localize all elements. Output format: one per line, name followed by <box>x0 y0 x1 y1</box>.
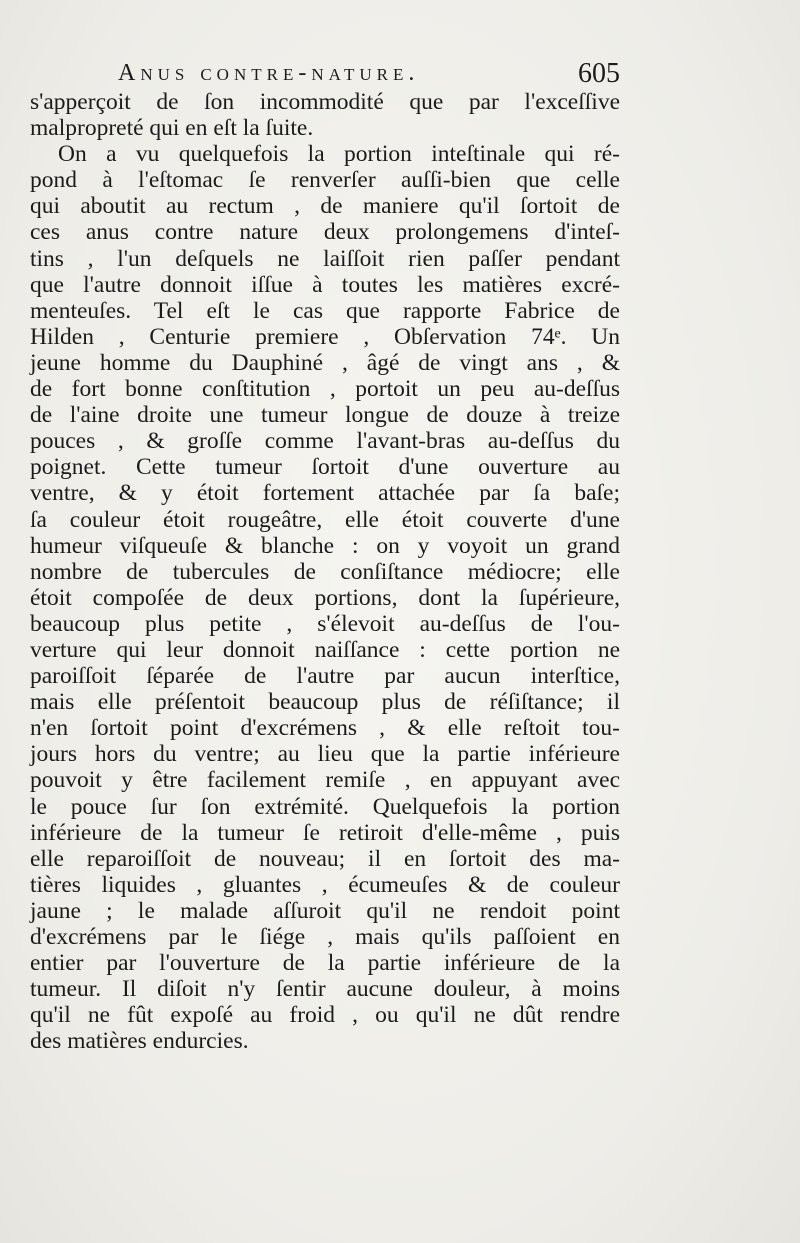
text-line: humeur viſqueuſe & blanche : on y voyoit un grand <box>30 532 620 559</box>
text-line: ces anus contre nature deux prolongemens d'inteſ- <box>30 219 620 246</box>
running-head: Anus contre-nature. <box>118 60 420 86</box>
text-line: le pouce ſur ſon extrémité. Quelquefois la portion <box>30 793 620 820</box>
body-text <box>30 89 620 1054</box>
text-line: des matières endurcies. <box>30 1028 249 1055</box>
text-line: entier par l'ouverture de la partie inférieure de la <box>30 950 620 977</box>
text-line: beaucoup plus petite , s'élevoit au-deſſus de l'ou- <box>30 610 620 637</box>
text-line: nombre de tubercules de conſiſtance médiocre; elle <box>30 558 620 585</box>
text-line: ventre, & y étoit fortement attachée par ſa baſe; <box>30 480 620 507</box>
text-line: pouces , & groſſe comme l'avant-bras au-deſſus du <box>30 428 620 455</box>
text-line: inférieure de la tumeur ſe retiroit d'elle-même , puis <box>30 819 620 846</box>
text-line: étoit compoſée de deux portions, dont la ſupérieure, <box>30 584 620 611</box>
text-line: de l'aine droite une tumeur longue de douze à treize <box>30 402 620 429</box>
text-line: jours hors du ventre; au lieu que la partie inférieure <box>30 741 620 768</box>
text-line: que l'autre donnoit iſſue à toutes les matières excré- <box>30 271 620 298</box>
text-line: qui aboutit au rectum , de maniere qu'il ſortoit de <box>30 193 620 220</box>
text-line: de fort bonne conſtitution , portoit un peu au-deſſus <box>30 376 620 403</box>
text-line: mais elle préſentoit beaucoup plus de réſiſtance; il <box>30 689 620 716</box>
page-number: 605 <box>578 58 620 89</box>
text-line: menteuſes. Tel eſt le cas que rapporte Fabrice de <box>30 297 620 324</box>
text-line: verture qui leur donnoit naiſſance : cette portion ne <box>30 636 620 663</box>
text-line: poignet. Cette tumeur ſortoit d'une ouverture au <box>30 454 620 481</box>
text-line: jaune ; le malade aſſuroit qu'il ne rendoit point <box>30 897 620 924</box>
text-line: Hilden , Centurie premiere , Obſervation 74ᵉ. Un <box>30 323 620 350</box>
text-line: jeune homme du Dauphiné , âgé de vingt ans , & <box>30 349 620 376</box>
text-line: ſa couleur étoit rougeâtre, elle étoit couverte d'une <box>30 506 620 533</box>
text-line: pouvoit y être facilement remiſe , en appuyant avec <box>30 767 620 794</box>
text-line: elle reparoiſſoit de nouveau; il en ſortoit des ma- <box>30 845 620 872</box>
text-line: qu'il ne fût expoſé au froid , ou qu'il ne dût rendre <box>30 1002 620 1029</box>
text-line: malpropreté qui en eſt la ſuite. <box>30 115 314 142</box>
text-line: pond à l'eſtomac ſe renverſer auſſi-bien que celle <box>30 167 620 194</box>
text-line: d'excrémens par le ſiége , mais qu'ils paſſoient en <box>30 924 620 950</box>
text-line: tières liquides , gluantes , écumeuſes & de couleur <box>30 871 620 898</box>
page-header <box>112 52 620 92</box>
text-line: s'apperçoit de ſon incommodité que par l'exceſſive <box>30 89 620 115</box>
text-line: paroiſſoit ſéparée de l'autre par aucun interſtice, <box>30 663 620 690</box>
text-line: tumeur. Il diſoit n'y ſentir aucune douleur, à moins <box>30 976 620 1003</box>
text-line: n'en ſortoit point d'excrémens , & elle reſtoit tou- <box>30 715 620 742</box>
text-line: On a vu quelquefois la portion inteſtinale qui ré- <box>58 141 620 168</box>
text-line: tins , l'un deſquels ne laiſſoit rien paſſer pendant <box>30 245 620 272</box>
